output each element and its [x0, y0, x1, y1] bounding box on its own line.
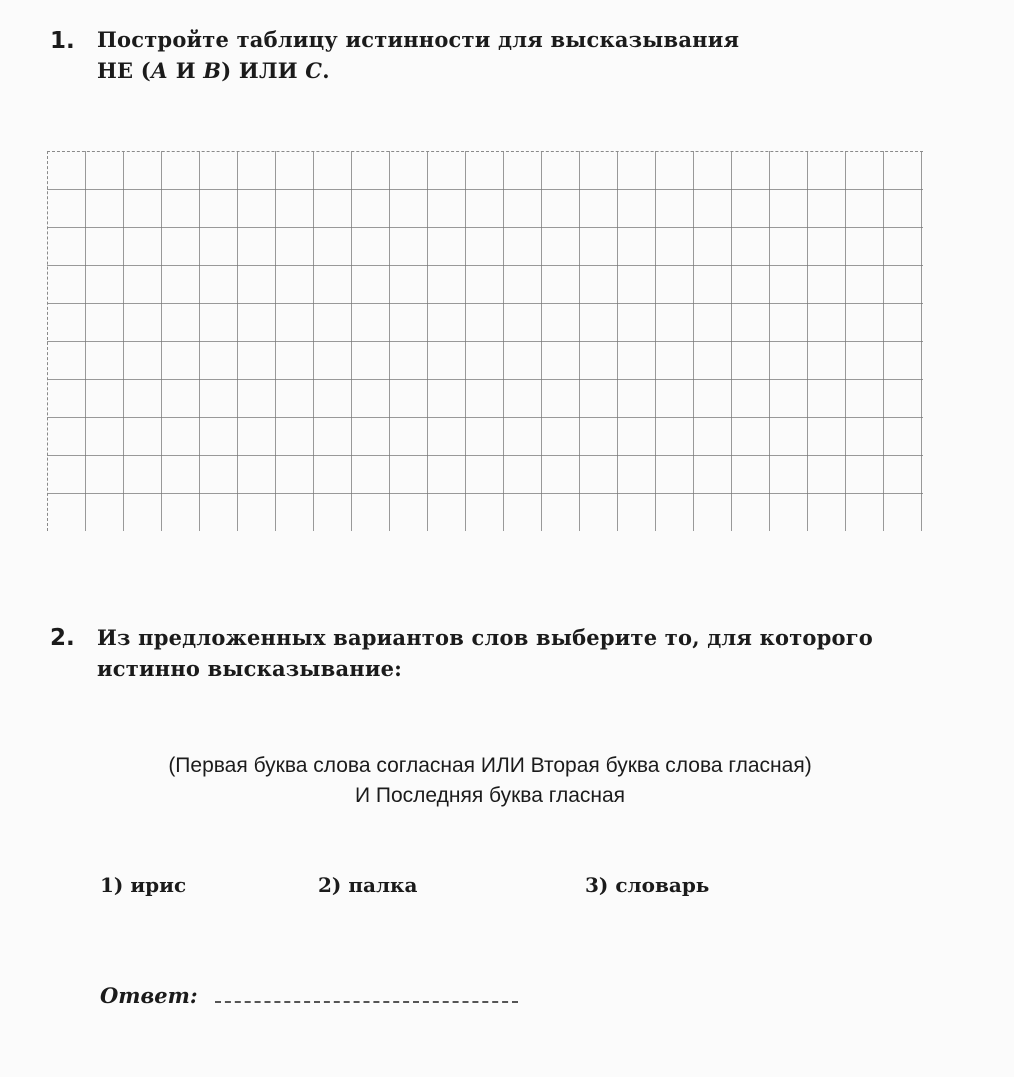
- task-2-prompt: [97, 622, 937, 684]
- variable-c: С: [305, 58, 323, 83]
- task-2-line-1: Из предложенных вариантов слов выберите то, для которого: [97, 625, 874, 650]
- answer-label: Ответ:: [100, 983, 198, 1008]
- task-1-line-2: [97, 55, 817, 86]
- option-2[interactable]: 2) палка: [318, 873, 418, 897]
- task-1-expr-prefix: НЕ (: [97, 58, 151, 83]
- statement-line-1: (Первая буква слова согласная ИЛИ Вторая буква слова гласная): [168, 754, 812, 777]
- task-1-prompt: [97, 24, 817, 86]
- statement-line-2: И Последняя буква гласная: [354, 784, 626, 807]
- and-operator: И: [168, 58, 204, 83]
- option-3[interactable]: 3) словарь: [585, 873, 710, 897]
- variable-a: А: [150, 58, 169, 83]
- task-2-number: 2.: [50, 625, 75, 651]
- task-1-expr-suffix: .: [322, 58, 330, 83]
- answer-field[interactable]: [215, 1001, 518, 1003]
- task-1-line-1: Постройте таблицу истинности для высказывания: [97, 27, 740, 52]
- truth-table-grid[interactable]: [47, 151, 923, 531]
- task-1-number: 1.: [50, 28, 75, 54]
- variable-b: В: [203, 58, 222, 83]
- task-2-line-2: истинно высказывание:: [97, 656, 403, 681]
- or-operator: ) ИЛИ: [221, 58, 306, 83]
- option-1[interactable]: 1) ирис: [100, 873, 187, 897]
